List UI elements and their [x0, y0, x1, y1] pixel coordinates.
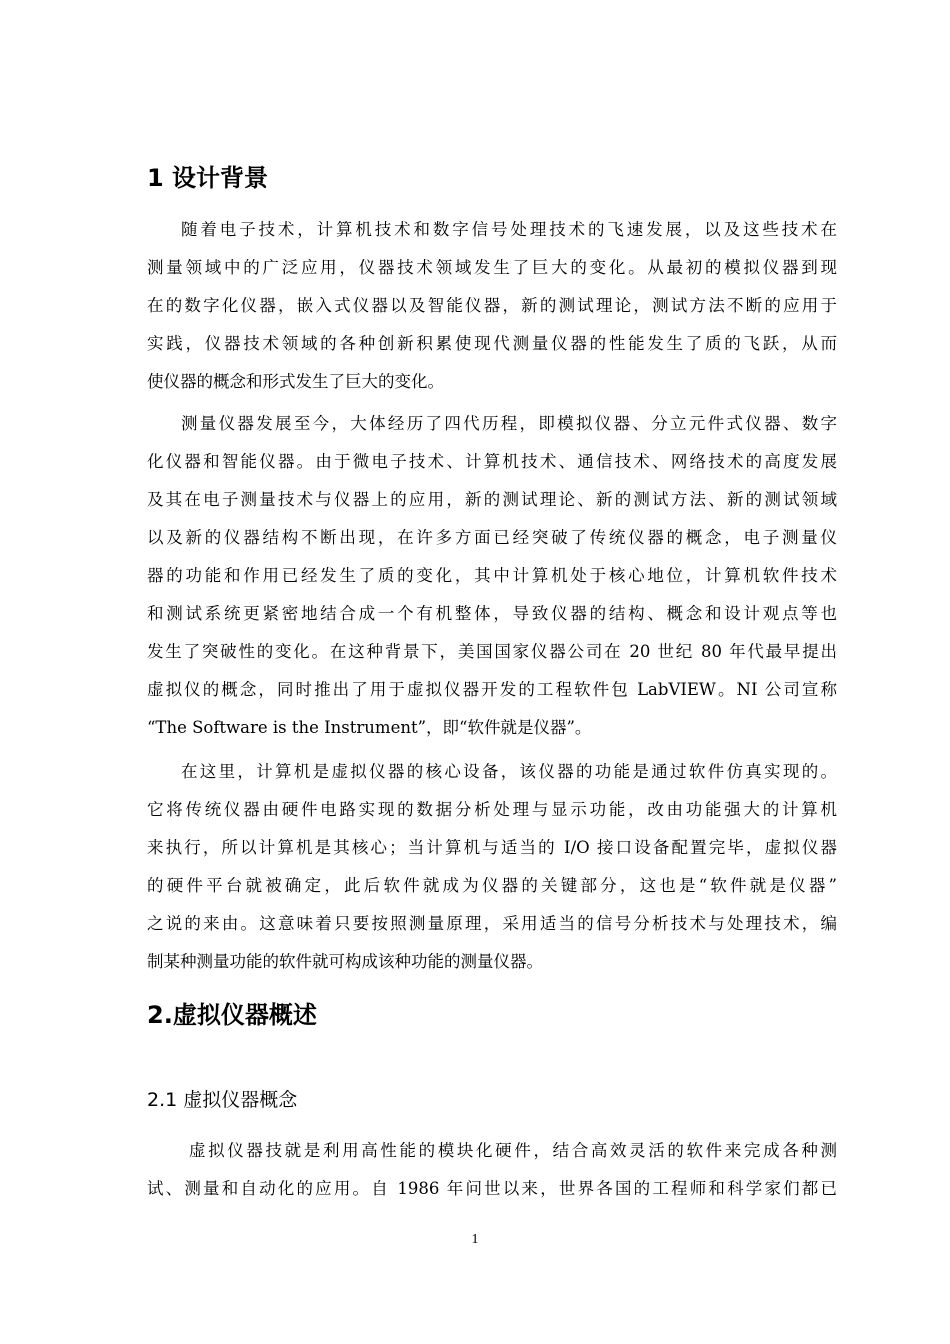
paragraph-line: 在这里，计算机是虚拟仪器的核心设备，该仪器的功能是通过软件仿真实现的。	[181, 762, 837, 781]
paragraph-line: 的硬件平台就被确定，此后软件就成为仪器的关键部分，这也是“软件就是仪器”	[147, 876, 837, 895]
paragraph-2	[147, 405, 837, 747]
paragraph-line: 及其在电子测量技术与仪器上的应用，新的测试理论、新的测试方法、新的测试领域	[147, 490, 837, 509]
paragraph-line: “The Software is the Instrument”，即“软件就是仪器”。	[147, 718, 592, 737]
section-heading-virtual-instrument-overview: 2.虚拟仪器概述	[147, 1001, 317, 1029]
paragraph-line: 制某种测量功能的软件就可构成该种功能的测量仪器。	[147, 952, 543, 971]
paragraph-line: 发生了突破性的变化。在这种背景下，美国国家仪器公司在 20 世纪 80 年代最早提出	[147, 642, 837, 661]
paragraph-4	[147, 1132, 837, 1208]
paragraph-3	[147, 753, 837, 981]
paragraph-line: 和测试系统更紧密地结合成一个有机整体，导致仪器的结构、概念和设计观点等也	[147, 604, 837, 623]
section-heading-design-background: 1 设计背景	[147, 164, 269, 192]
paragraph-line: 虚拟仪的概念，同时推出了用于虚拟仪器开发的工程软件包 LabVIEW。NI 公司宣称	[147, 680, 837, 699]
paragraph-line: 测量领域中的广泛应用，仪器技术领域发生了巨大的变化。从最初的模拟仪器到现	[147, 258, 837, 277]
paragraph-line: 器的功能和作用已经发生了质的变化，其中计算机处于核心地位，计算机软件技术	[147, 566, 837, 585]
paragraph-1	[147, 211, 837, 401]
page-number: 1	[471, 1232, 479, 1247]
paragraph-line: 使仪器的概念和形式发生了巨大的变化。	[147, 372, 444, 391]
paragraph-line: 测量仪器发展至今，大体经历了四代历程，即模拟仪器、分立元件式仪器、数字	[181, 414, 837, 433]
paragraph-line: 以及新的仪器结构不断出现，在许多方面已经突破了传统仪器的概念，电子测量仪	[147, 528, 837, 547]
paragraph-line: 化仪器和智能仪器。由于微电子技术、计算机技术、通信技术、网络技术的高度发展	[147, 452, 837, 471]
subsection-heading-virtual-instrument-concept: 2.1 虚拟仪器概念	[147, 1089, 298, 1111]
paragraph-line: 虚拟仪器技就是利用高性能的模块化硬件，结合高效灵活的软件来完成各种测	[189, 1141, 837, 1160]
paragraph-line: 随着电子技术，计算机技术和数字信号处理技术的飞速发展，以及这些技术在	[181, 220, 837, 239]
paragraph-line: 实践，仪器技术领域的各种创新积累使现代测量仪器的性能发生了质的飞跃，从而	[147, 334, 837, 353]
paragraph-line: 在的数字化仪器，嵌入式仪器以及智能仪器，新的测试理论，测试方法不断的应用于	[147, 296, 837, 315]
paragraph-line: 试、测量和自动化的应用。自 1986 年问世以来，世界各国的工程师和科学家们都已	[147, 1179, 837, 1198]
paragraph-line: 之说的来由。这意味着只要按照测量原理，采用适当的信号分析技术与处理技术，编	[147, 914, 837, 933]
paragraph-line: 来执行，所以计算机是其核心；当计算机与适当的 I/O 接口设备配置完毕，虚拟仪器	[147, 838, 837, 857]
paragraph-line: 它将传统仪器由硬件电路实现的数据分析处理与显示功能，改由功能强大的计算机	[147, 800, 837, 819]
